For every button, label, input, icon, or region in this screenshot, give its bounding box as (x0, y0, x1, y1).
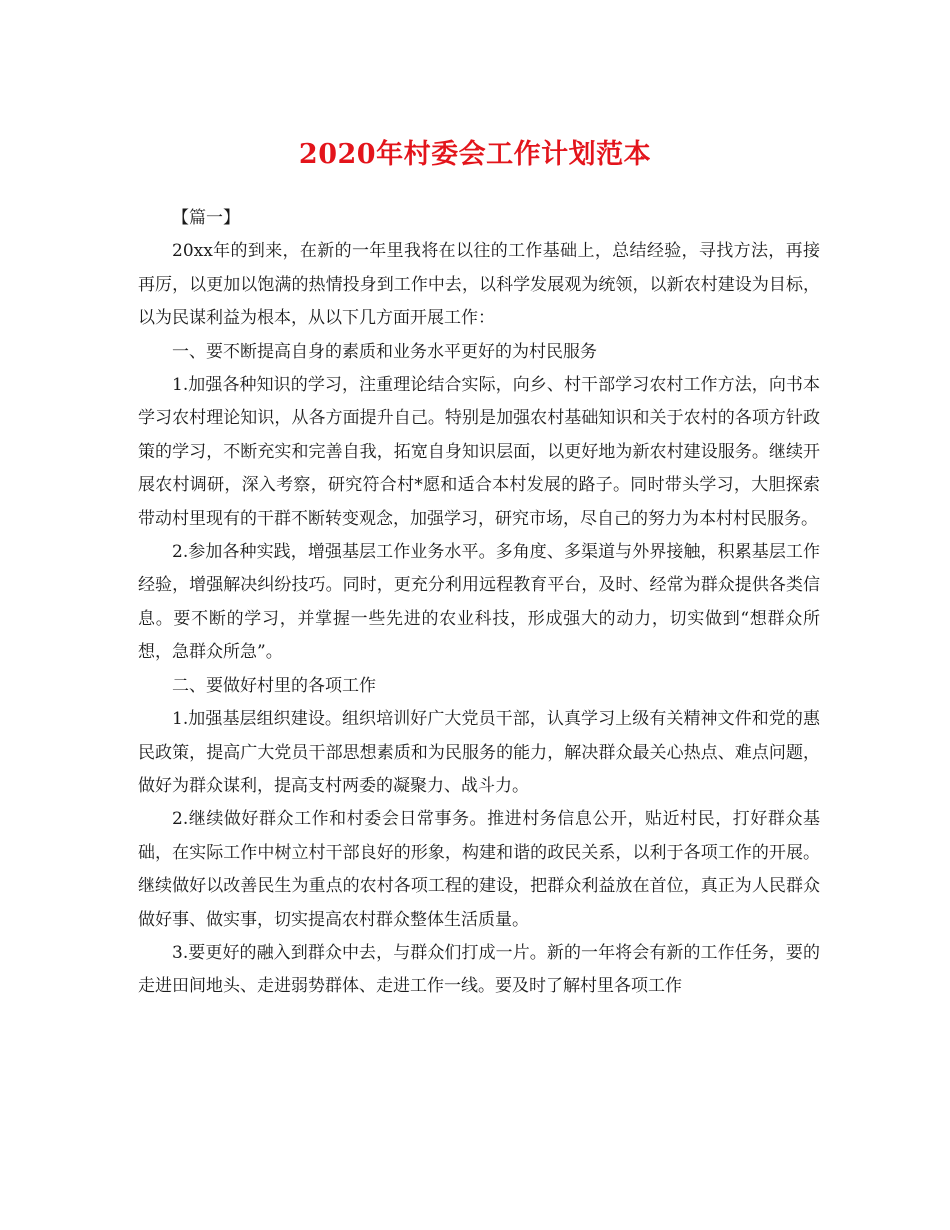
section-label: 【篇一】 (172, 208, 240, 228)
section-heading-two: 二、要做好村里的各项工作 (172, 675, 376, 696)
intro-paragraph: 20xx年的到来，在新的一年里我将在以往的工作基础上，总结经验，寻找方法，再接再厉，以更加以饱满的热情投身到工作中去，以科学发展观为统领，以新农村建设为目标，以为民谋利益为根本，从以下几方面开展工作： (138, 241, 820, 329)
paragraph-2-2: 2.继续做好群众工作和村委会日常事务。推进村务信息公开，贴近村民，打好群众基础，在实际工作中树立村干部良好的形象，构建和谐的政民关系，以利于各项工作的开展。继续做好以改善民生为重点的农村各项工程的建设，把群众利益放在首位，真正为人民群众做好事、做实事，切实提高农村群众整体生活质量。 (138, 809, 820, 930)
document-body (138, 202, 820, 1004)
paragraph-2-3: 3.要更好的融入到群众中去，与群众们打成一片。新的一年将会有新的工作任务，要的走进田间地头、走进弱势群体、走进工作一线。要及时了解村里各项工作 (138, 942, 820, 997)
document-title: 2020年村委会工作计划范本 (298, 139, 652, 170)
section-heading-one: 一、要不断提高自身的素质和业务水平更好的为村民服务 (172, 341, 597, 362)
paragraph-1-2: 2.参加各种实践，增强基层工作业务水平。多角度、多渠道与外界接触，积累基层工作经验，增强解决纠纷技巧。同时，更充分利用远程教育平台，及时、经常为群众提供各类信息。要不断的学习，并掌握一些先进的农业科技，形成强大的动力，切实做到“想群众所想，急群众所急”。 (138, 542, 820, 663)
paragraph-1-1: 1.加强各种知识的学习，注重理论结合实际，向乡、村干部学习农村工作方法，向书本学习农村理论知识，从各方面提升自己。特别是加强农村基础知识和关于农村的各项方针政策的学习，不断充实和完善自我，拓宽自身知识层面，以更好地为新农村建设服务。继续开展农村调研，深入考察，研究符合村*愿和适合本村发展的路子。同时带头学习，大胆探索带动村里现有的干群不断转变观念，加强学习，研究市场，尽自己的努力为本村村民服务。 (138, 375, 820, 529)
paragraph-2-1: 1.加强基层组织建设。组织培训好广大党员干部，认真学习上级有关精神文件和党的惠民政策，提高广大党员干部思想素质和为民服务的能力，解决群众最关心热点、难点问题，做好为群众谋利，提高支村两委的凝聚力、战斗力。 (138, 709, 820, 796)
